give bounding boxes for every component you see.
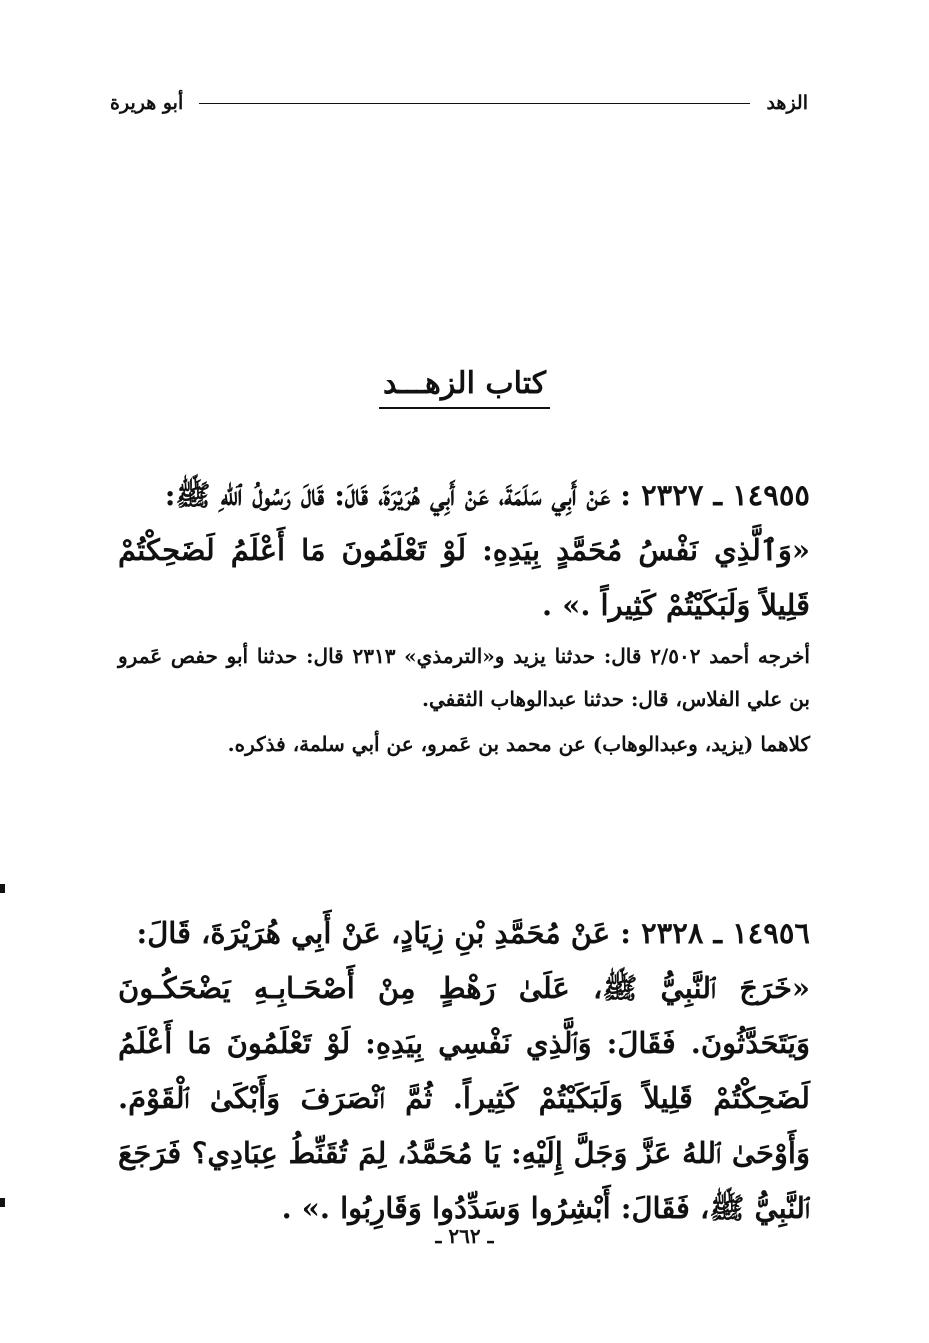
header-narrator-name: أبو هريرة	[110, 92, 184, 114]
hadith-entry-14955	[118, 468, 810, 766]
hadith-entry-14956	[118, 906, 810, 1236]
book-title	[0, 366, 929, 409]
scan-edge-mark	[0, 1198, 5, 1207]
hadith-heading: ١٤٩٥٥ ـ ٢٣٢٧ : عَنْ أَبِي سَلَمَةَ، عَنْ أَبِي هُرَيْرَةَ، قَالَ: قَالَ رَسُولُ ٱللهِ ﷺ:	[164, 478, 810, 512]
hadith-text: «خَرَجَ ٱلنَّبِيُّ ﷺ، عَلَىٰ رَهْطٍ مِنْ أَصْحَـابِـهِ يَضْحَكُـونَ وَيَتَحَدَّثُونَ. فَقَالَ: وَٱلَّذِي نَفْسِي بِيَدِهِ: لَوْ تَعْلَمُونَ مَا أَعْلَمُ لَضَحِكْتُمْ قَلِيلاً وَلَبَكَيْتُمْ كَثِيراً. ثُمَّ ٱنْصَرَفَ وَأَبْكَىٰ ٱلْقَوْمَ. وَأَوْحَىٰ ٱللهُ عَزَّ وَجَلَّ إِلَيْهِ: يَا مُحَمَّدُ، لِمَ تُقَنِّطُ عِبَادِي؟ فَرَجَعَ ٱلنَّبِيُّ ﷺ، فَقَالَ: أَبْشِرُوا وَسَدِّدُوا وَقَارِبُوا .» .	[118, 971, 810, 1225]
running-header	[110, 88, 808, 118]
hadith-heading: ١٤٩٥٦ ـ ٢٣٢٨ : عَنْ مُحَمَّدِ بْنِ زِيَادٍ، عَنْ أَبِي هُرَيْرَةَ، قَالَ:	[136, 916, 810, 950]
hadith-text: «وَٱلَّذِي نَفْسُ مُحَمَّدٍ بِيَدِهِ: لَوْ تَعْلَمُونَ مَا أَعْلَمُ لَضَحِكْتُمْ قَلِيلاً وَلَبَكَيْتُمْ كَثِيراً .» .	[118, 533, 810, 622]
page-number: ـ ٢٦٢ ـ	[435, 1224, 494, 1248]
header-rule	[199, 103, 750, 104]
book-title-text: كتاب الزهـــد	[379, 366, 550, 409]
header-chapter-title: الزهد	[766, 92, 808, 114]
scan-edge-mark	[0, 884, 5, 893]
takhrij-summary: كلاهما (يزيد، وعبدالوهاب) عن محمد بن عَمرو، عن أبي سلمة، فذكره.	[227, 732, 810, 756]
takhrij-source: أخرجه أحمد ٢/٥٠٢ قال: حدثنا يزيد و«الترمذي» ٢٣١٣ قال: حدثنا أبو حفص عَمرو بن علي الفلاس، قال: حدثنا عبدالوهاب الثقفي.	[118, 644, 810, 711]
